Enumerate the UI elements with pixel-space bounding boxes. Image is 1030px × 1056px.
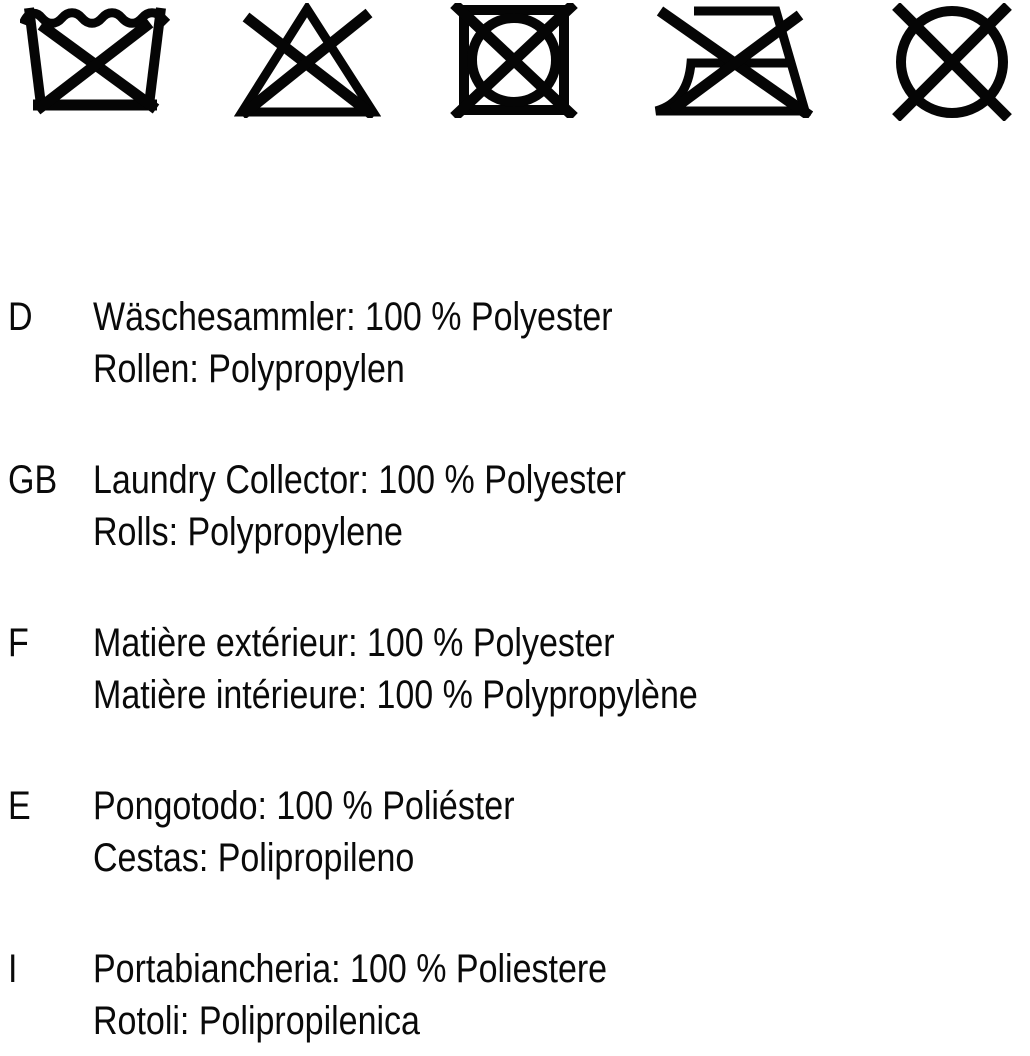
language-code-label: I [8, 947, 18, 991]
language-code-label: D [8, 295, 33, 339]
material-line: Matière intérieure: 100 % Polypropylène [93, 673, 698, 717]
material-lines [93, 617, 698, 721]
material-section-german [8, 291, 1030, 395]
language-code-label: E [8, 784, 31, 828]
do-not-wash-icon [20, 3, 170, 115]
material-section-italian [8, 943, 1030, 1047]
material-lines [93, 291, 613, 395]
language-code-label: F [8, 621, 29, 665]
material-section-english [8, 454, 1030, 558]
material-line: Cestas: Polipropileno [93, 836, 415, 880]
material-section-french [8, 617, 1030, 721]
material-line: Rolls: Polypropylene [93, 510, 403, 554]
material-line: Pongotodo: 100 % Poliéster [93, 784, 515, 828]
do-not-tumble-dry-icon [444, 3, 584, 118]
do-not-iron-icon [648, 3, 813, 118]
language-code-label: GB [8, 458, 58, 502]
material-lines [93, 780, 515, 884]
material-line: Portabiancheria: 100 % Poliestere [93, 947, 608, 991]
care-symbols-row [0, 0, 1030, 121]
material-line: Rollen: Polypropylen [93, 347, 405, 391]
material-lines [93, 943, 607, 1047]
materials-list [0, 291, 1030, 1047]
material-line: Laundry Collector: 100 % Polyester [93, 458, 626, 502]
do-not-dry-clean-icon [876, 3, 1028, 121]
material-lines [93, 454, 626, 558]
material-line: Rotoli: Polipropilenica [93, 999, 420, 1043]
material-section-spanish [8, 780, 1030, 884]
material-line: Matière extérieur: 100 % Polyester [93, 621, 615, 665]
material-line: Wäschesammler: 100 % Polyester [93, 295, 613, 339]
do-not-bleach-icon [234, 3, 381, 118]
